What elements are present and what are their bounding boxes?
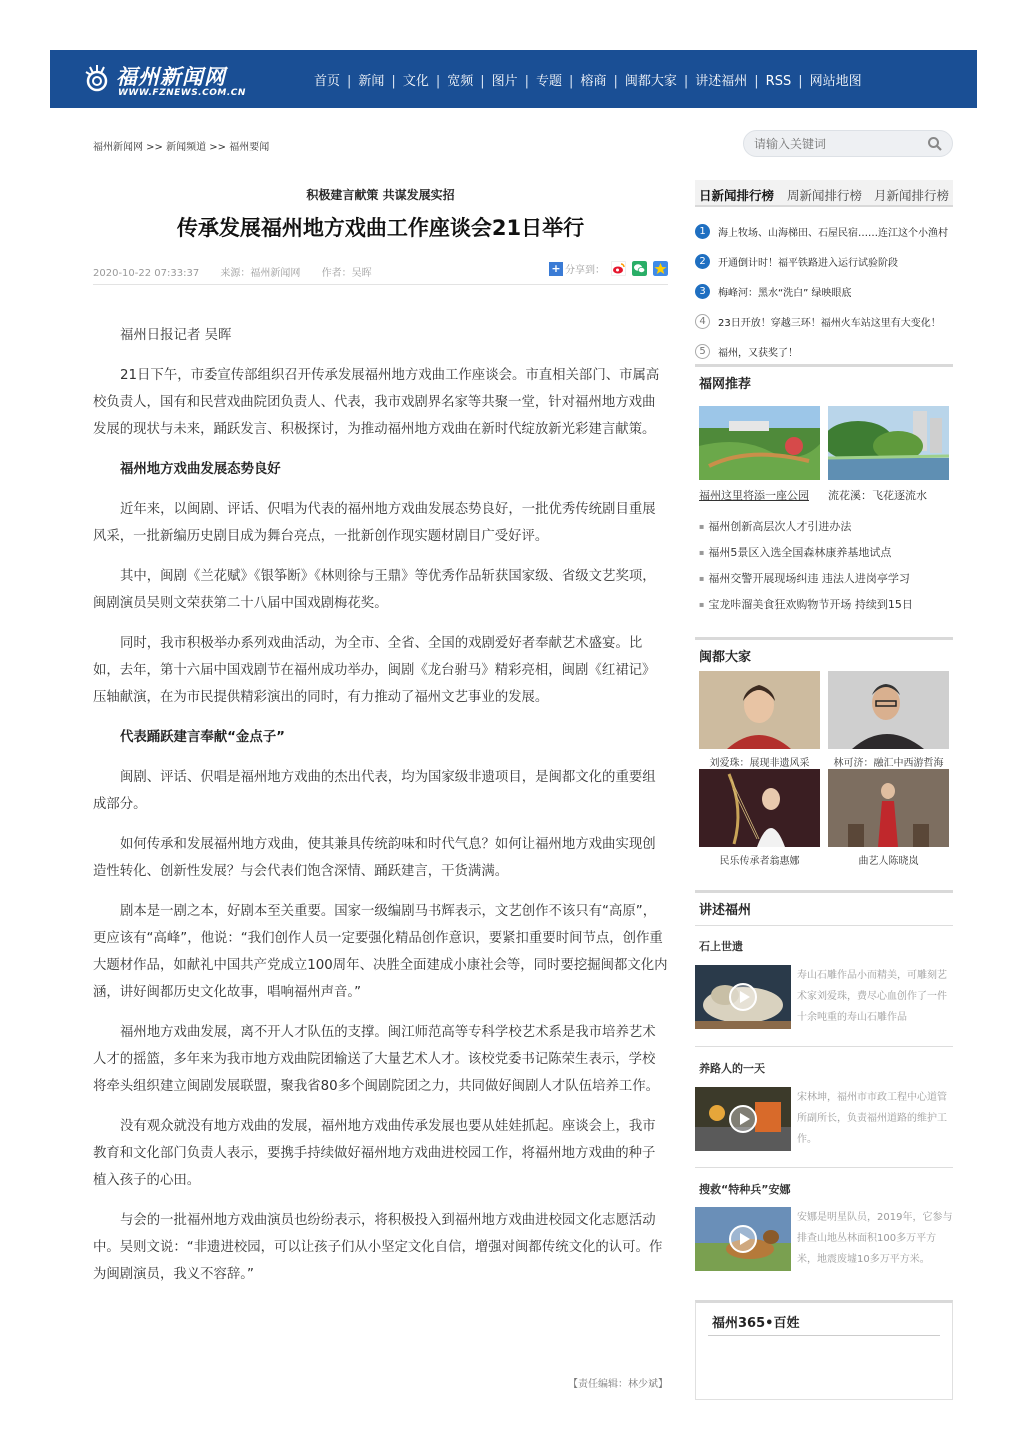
road-video-thumbnail[interactable]: [695, 1087, 791, 1151]
park-photo: [699, 406, 820, 480]
story-desc: 安娜是明星队员，2019年，它参与排查山地丛林面积100多万平方米，地震废墟10多万平方米。: [797, 1212, 953, 1265]
linkeji-photo[interactable]: [828, 671, 949, 749]
rank-number: 3: [695, 284, 710, 299]
nav-mindu[interactable]: 闽都大家: [624, 74, 677, 89]
ranking-item[interactable]: [695, 306, 955, 336]
stone-video-thumbnail[interactable]: [695, 965, 791, 1029]
article-paragraph: 其中，闽剧《兰花赋》《银筝断》《林则徐与王鼎》等优秀作品斩获国家级、省级文艺奖项，闽剧演员吴则文荣获第二十八届中国戏剧梅花奖。: [93, 569, 656, 611]
article-subheading: 代表踊跃建言奉献“金点子”: [120, 730, 285, 745]
article-paragraph: 近年来，以闽剧、评话、伬唱为代表的福州地方戏曲发展态势良好，一批优秀传统剧目重展风采，一批新编历史剧目成为舞台亮点，一批新创作现实题材剧目广受好评。: [93, 502, 656, 544]
article-title: 传承发展福州地方戏曲工作座谈会21日举行: [176, 216, 585, 240]
rank-number: 2: [695, 254, 710, 269]
article-meta: [93, 264, 390, 279]
story-title[interactable]: 石上世遗: [699, 940, 743, 953]
recommend-section-title: 福网推荐: [695, 364, 953, 398]
article-paragraph: 福州地方戏曲发展，离不开人才队伍的支撑。闽江师范高等专科学校艺术系是我市培养艺术人才的摇篮，多年来为我市地方戏曲院团输送了大量艺术人才。该校党委书记陈荣生表示，学校将牵头组织建立闽剧发展联盟，聚我省80多个闽剧院团之力，共同做好闽剧人才队伍培养工作。: [93, 1025, 660, 1094]
article-paragraph: 剧本是一剧之本，好剧本至关重要。国家一级编剧马书辉表示，文艺创作不该只有“高原”，更应该有“高峰”，他说：“我们创作人员一定要强化精品创作意识，要紧扣重要时间节点，创作重大题材作品，如献礼中国共产党成立100周年、决胜全面建成小康社会等，同时要挖掘闽都文化内涵，讲好闽都历史文化故事，唱响福州声音。”: [93, 904, 668, 1000]
nav-jiangshu[interactable]: 讲述福州: [695, 74, 748, 89]
mindu-caption[interactable]: 刘爱珠：展现非遗风采: [709, 758, 810, 769]
chenxiaolan-photo[interactable]: [828, 769, 949, 847]
stream-photo: [828, 406, 949, 480]
story-title[interactable]: 搜救“特种兵”安娜: [699, 1183, 791, 1196]
breadcrumb[interactable]: 福州新闻网 >> 新闻频道 >> 福州要闻: [93, 142, 270, 153]
share-label: 分享到：: [565, 265, 605, 276]
article-paragraph: 闽剧、评话、伬唱是福州地方戏曲的杰出代表，均为国家级非遗项目，是闽都文化的重要组成部分。: [93, 770, 656, 812]
play-icon[interactable]: [729, 983, 757, 1011]
meta-divider: [93, 284, 668, 285]
rank-number: 1: [695, 224, 710, 239]
mindu-caption[interactable]: 林可济：融汇中西游哲海: [833, 758, 944, 769]
logo-url: WWW.FZNEWS.COM.CN: [118, 88, 246, 98]
section-divider: [695, 925, 953, 926]
rank-number: 5: [695, 344, 710, 359]
nav-news[interactable]: 新闻: [358, 74, 385, 89]
article-paragraph: 与会的一批福州地方戏曲演员也纷纷表示，将积极投入到福州地方戏曲进校园文化志愿活动中。吴则文说：“非遗进校园，可以让孩子们从小坚定文化自信，增强对闽都传统文化的认可。作为闽剧演员，我义不容辞。”: [93, 1213, 663, 1282]
nav-home[interactable]: 首页: [314, 74, 341, 89]
recommend-link[interactable]: ▪ 福州交警开展现场纠违 违法人进岗亭学习: [699, 569, 913, 595]
nav-topics[interactable]: 专题: [536, 74, 563, 89]
site-logo[interactable]: [82, 60, 246, 100]
recommend-link[interactable]: ▪ 宝龙咔溜美食狂欢购物节开场 持续到15日: [699, 595, 913, 621]
qzone-icon[interactable]: [653, 261, 668, 276]
ranking-title[interactable]: 梅峰河：黑水“洗白” 绿映眼底: [718, 287, 852, 299]
article-paragraph: 福州日报记者 吴晖: [120, 328, 232, 343]
section-divider: [695, 1167, 953, 1168]
nav-video[interactable]: 宽频: [447, 74, 474, 89]
mindu-caption[interactable]: 民乐传承者翁惠娜: [719, 856, 800, 867]
wechat-icon[interactable]: [632, 261, 647, 276]
search-box: [743, 130, 953, 157]
recommend-list: [699, 517, 913, 621]
fuzhou365-divider: [708, 1335, 940, 1336]
recommend-link[interactable]: ▪ 福州5景区入选全国森林康养基地试点: [699, 543, 913, 569]
fuzhou365-title: 福州365•百姓: [712, 1316, 800, 1331]
mindu-section-title: 闽都大家: [695, 637, 953, 671]
article-paragraph: 没有观众就没有地方戏曲的发展，福州地方戏曲传承发展也要从娃娃抓起。座谈会上，我市教育和文化部门负责人表示，要携手持续做好福州地方戏曲进校园工作，将福州地方戏曲的种子植入孩子的心田。: [93, 1119, 656, 1188]
ranking-item[interactable]: [695, 276, 955, 306]
story-desc: 宋林坤，福州市市政工程中心道管所副所长，负责福州道路的维护工作。: [797, 1092, 947, 1145]
portrait-woman: [699, 671, 820, 749]
ranking-tabs: [695, 180, 953, 207]
section-divider: [695, 1046, 953, 1047]
recommend-caption[interactable]: 福州这里将添一座公园: [699, 489, 809, 502]
portrait-performer: [828, 769, 949, 847]
ranking-title[interactable]: 海上牧场、山海梯田、石屋民宿……连江这个小渔村: [718, 227, 948, 239]
article-source: 来源：福州新闻网: [220, 268, 301, 279]
story-desc: 寿山石雕作品小而精美，可雕刻艺术家刘爱珠，费尽心血创作了一件十余吨重的寿山石雕作品: [797, 970, 947, 1023]
stream-thumbnail[interactable]: [828, 406, 949, 480]
article-body: [93, 322, 668, 1301]
jiangshu-section-title: 讲述福州: [695, 890, 953, 924]
share-bar: [549, 261, 668, 276]
ranking-item[interactable]: [695, 246, 955, 276]
nav-pictures[interactable]: 图片: [491, 74, 518, 89]
weibo-icon[interactable]: [611, 261, 626, 276]
ranking-title[interactable]: 开通倒计时！福平铁路进入运行试验阶段: [718, 257, 898, 269]
ranking-title[interactable]: 福州，又获奖了！: [718, 347, 798, 359]
tab-daily-ranking[interactable]: 日新闻排行榜: [699, 188, 775, 203]
liuaizhu-photo[interactable]: [699, 671, 820, 749]
article-kicker: 积极建言献策 共谋发展实招: [306, 188, 455, 202]
ranking-title[interactable]: 23日开放！穿越三环！福州火车站这里有大变化！: [718, 317, 941, 329]
main-nav: 首页 | 新闻 | 文化 | 宽频 | 图片 | 专题 | 榕商 | 闽都大家 | 讲述福州 | RSS | 网站地图: [314, 70, 862, 89]
recommend-link[interactable]: ▪ 福州创新高层次人才引进办法: [699, 517, 913, 543]
article-date: 2020-10-22 07:33:37: [93, 268, 200, 279]
nav-sitemap[interactable]: 网站地图: [809, 74, 862, 89]
rescue-dog-video-thumbnail[interactable]: [695, 1207, 791, 1271]
mindu-caption[interactable]: 曲艺人陈晓岚: [858, 856, 919, 867]
nav-business[interactable]: 榕商: [580, 74, 607, 89]
ranking-item[interactable]: [695, 336, 955, 366]
park-thumbnail[interactable]: [699, 406, 820, 480]
article-paragraph: 21日下午，市委宣传部组织召开传承发展福州地方戏曲工作座谈会。市直相关部门、市属高校负责人，国有和民营戏曲院团负责人、代表，我市戏剧界名家等共聚一堂，针对福州地方戏曲发展的现状与未来，踊跃发言、积极探讨，为推动福州地方戏曲在新时代绽放新光彩建言献策。: [93, 368, 660, 437]
recommend-caption[interactable]: 流花溪：飞花逐流水: [828, 489, 927, 502]
story-title[interactable]: 养路人的一天: [699, 1062, 765, 1075]
tab-monthly-ranking[interactable]: 月新闻排行榜: [874, 188, 950, 203]
nav-rss[interactable]: RSS: [765, 74, 792, 89]
article-paragraph: 同时，我市积极举办系列戏曲活动，为全市、全省、全国的戏剧爱好者奉献艺术盛宴。比如，去年，第十六届中国戏剧节在福州成功举办，闽剧《龙台驸马》精彩亮相，闽剧《红裙记》压轴献演，在为市民提供精彩演出的同时，有力推动了福州文艺事业的发展。: [93, 636, 656, 705]
portrait-harpist: [699, 769, 820, 847]
logo-swirl-icon: [82, 64, 112, 94]
play-icon[interactable]: [729, 1225, 757, 1253]
tab-weekly-ranking[interactable]: 周新闻排行榜: [787, 188, 863, 203]
wenghuina-photo[interactable]: [699, 769, 820, 847]
rank-number: 4: [695, 314, 710, 329]
site-header: [50, 50, 977, 108]
play-icon[interactable]: [729, 1105, 757, 1133]
share-plus-icon[interactable]: +: [549, 262, 563, 276]
article-paragraph: 如何传承和发展福州地方戏曲，使其兼具传统韵味和时代气息？如何让福州地方戏曲实现创造性转化、创新性发展？与会代表们饱含深情、踊跃建言，干货满满。: [93, 837, 656, 879]
portrait-man: [828, 671, 949, 749]
nav-culture[interactable]: 文化: [402, 74, 429, 89]
ranking-list: [695, 216, 955, 366]
article-author: 作者：吴晖: [321, 268, 372, 279]
article-subheading: 福州地方戏曲发展态势良好: [120, 462, 281, 477]
ranking-item[interactable]: [695, 216, 955, 246]
logo-name: 福州新闻网: [116, 65, 226, 89]
fuzhou365-box: [695, 1300, 953, 1400]
responsible-editor: 【责任编辑：林少斌】: [568, 1379, 668, 1390]
search-icon[interactable]: [927, 136, 943, 152]
search-input[interactable]: [754, 135, 924, 153]
